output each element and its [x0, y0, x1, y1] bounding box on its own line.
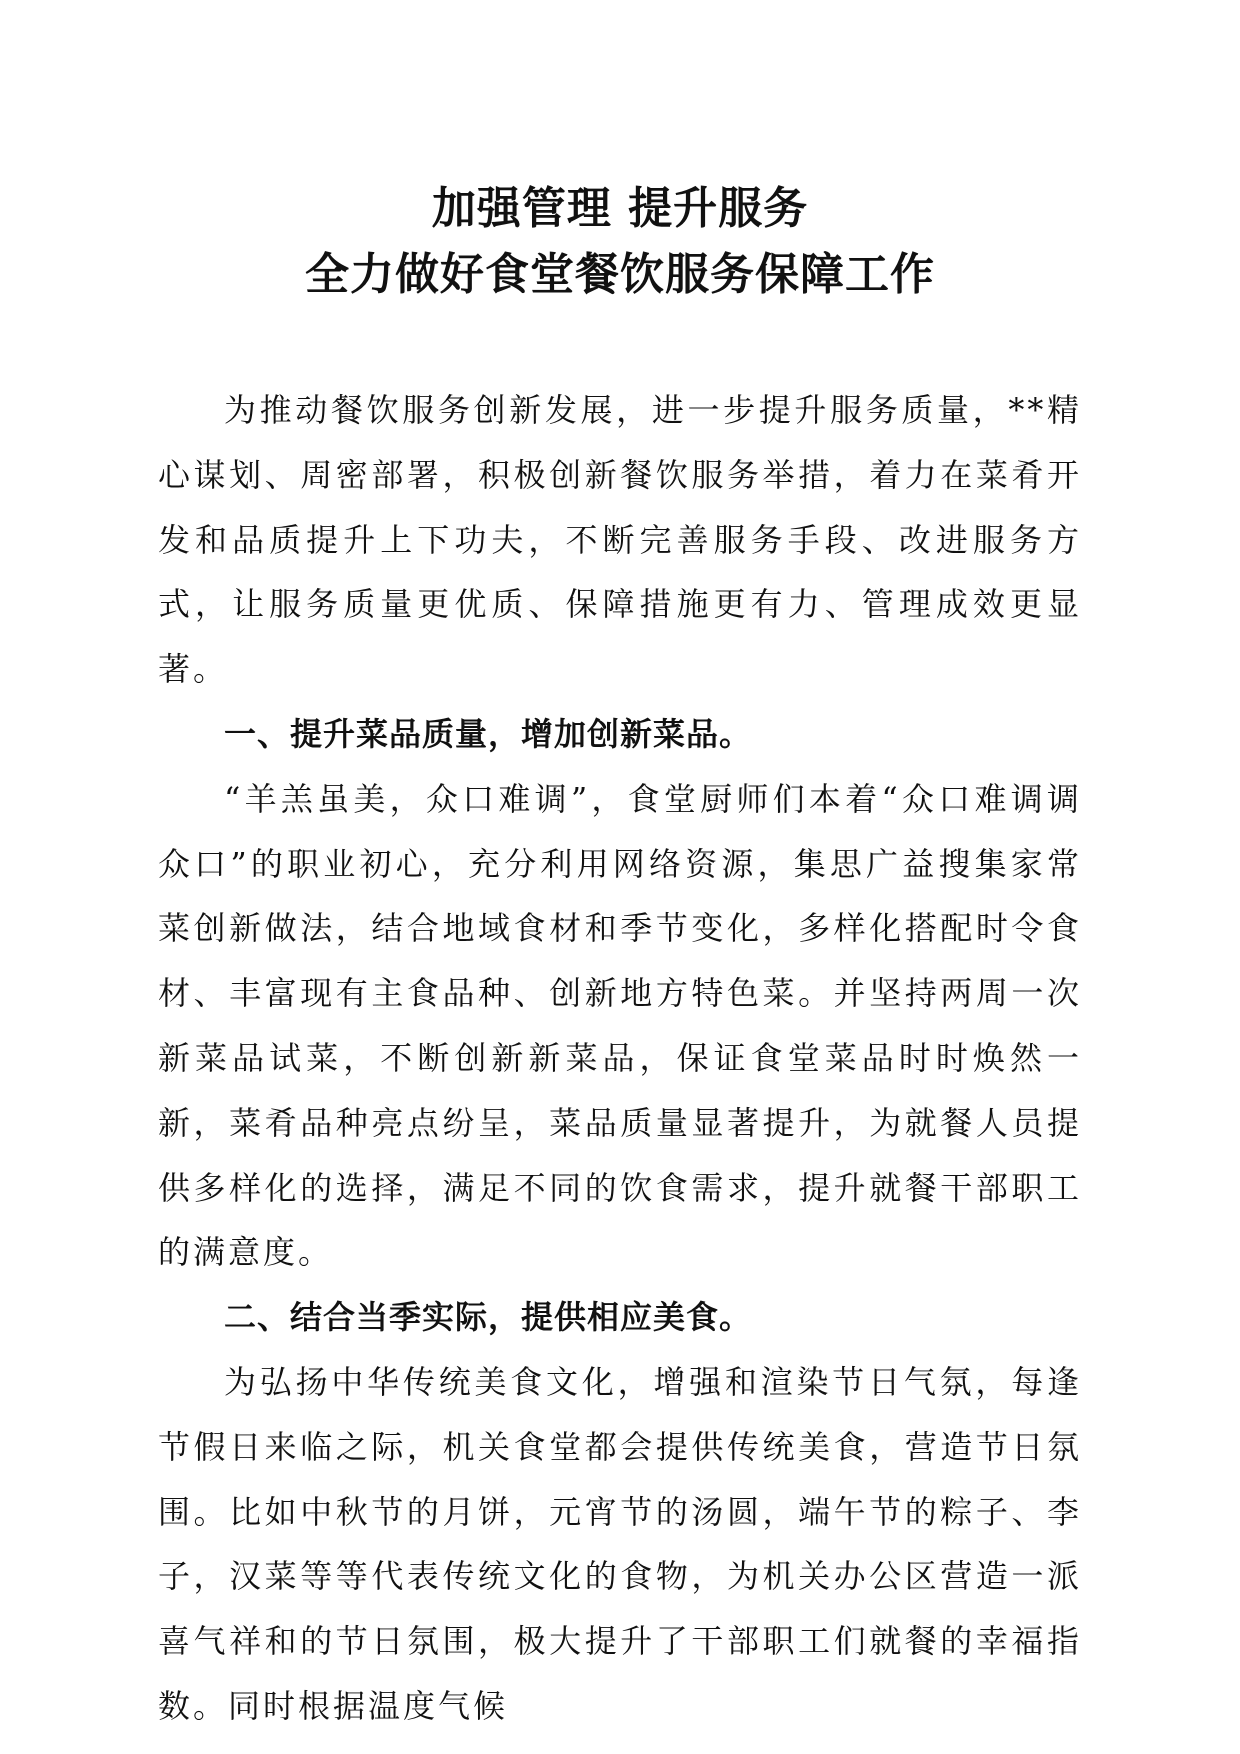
document-body — [158, 378, 1082, 1739]
section-1-paragraph: “羊羔虽美，众口难调”，食堂厨师们本着“众口难调调众口”的职业初心，充分利用网络资源，集思广益搜集家常菜创新做法，结合地域食材和季节变化，多样化搭配时令食材、丰富现有主食品种、创新地方特色菜。并坚持两周一次新菜品试菜，不断创新新菜品，保证食堂菜品时时焕然一新，菜肴品种亮点纷呈，菜品质量显著提升，为就餐人员提供多样化的选择，满足不同的饮食需求，提升就餐干部职工的满意度。 — [158, 779, 1082, 1272]
section-1-heading: 一、提升菜品质量，增加创新菜品。 — [224, 714, 753, 753]
title-line-2: 全力做好食堂餐饮服务保障工作 — [305, 249, 935, 300]
document-title — [0, 176, 1240, 308]
intro-paragraph: 为推动餐饮服务创新发展，进一步提升服务质量，**精心谋划、周密部署，积极创新餐饮服务举措，着力在菜肴开发和品质提升上下功夫，不断完善服务手段、改进服务方式，让服务质量更优质、保障措施更有力、管理成效更显著。 — [158, 391, 1082, 689]
section-2-heading: 二、结合当季实际，提供相应美食。 — [224, 1298, 753, 1337]
section-2-paragraph: 为弘扬中华传统美食文化，增强和渲染节日气氛，每逢节假日来临之际，机关食堂都会提供传统美食，营造节日氛围。比如中秋节的月饼，元宵节的汤圆，端午节的粽子、李子，汉菜等等代表传统文化的食物，为机关办公区营造一派喜气祥和的节日氛围，极大提升了干部职工们就餐的幸福指数。同时根据温度气候 — [158, 1362, 1082, 1725]
title-line-1: 加强管理 提升服务 — [431, 183, 809, 234]
